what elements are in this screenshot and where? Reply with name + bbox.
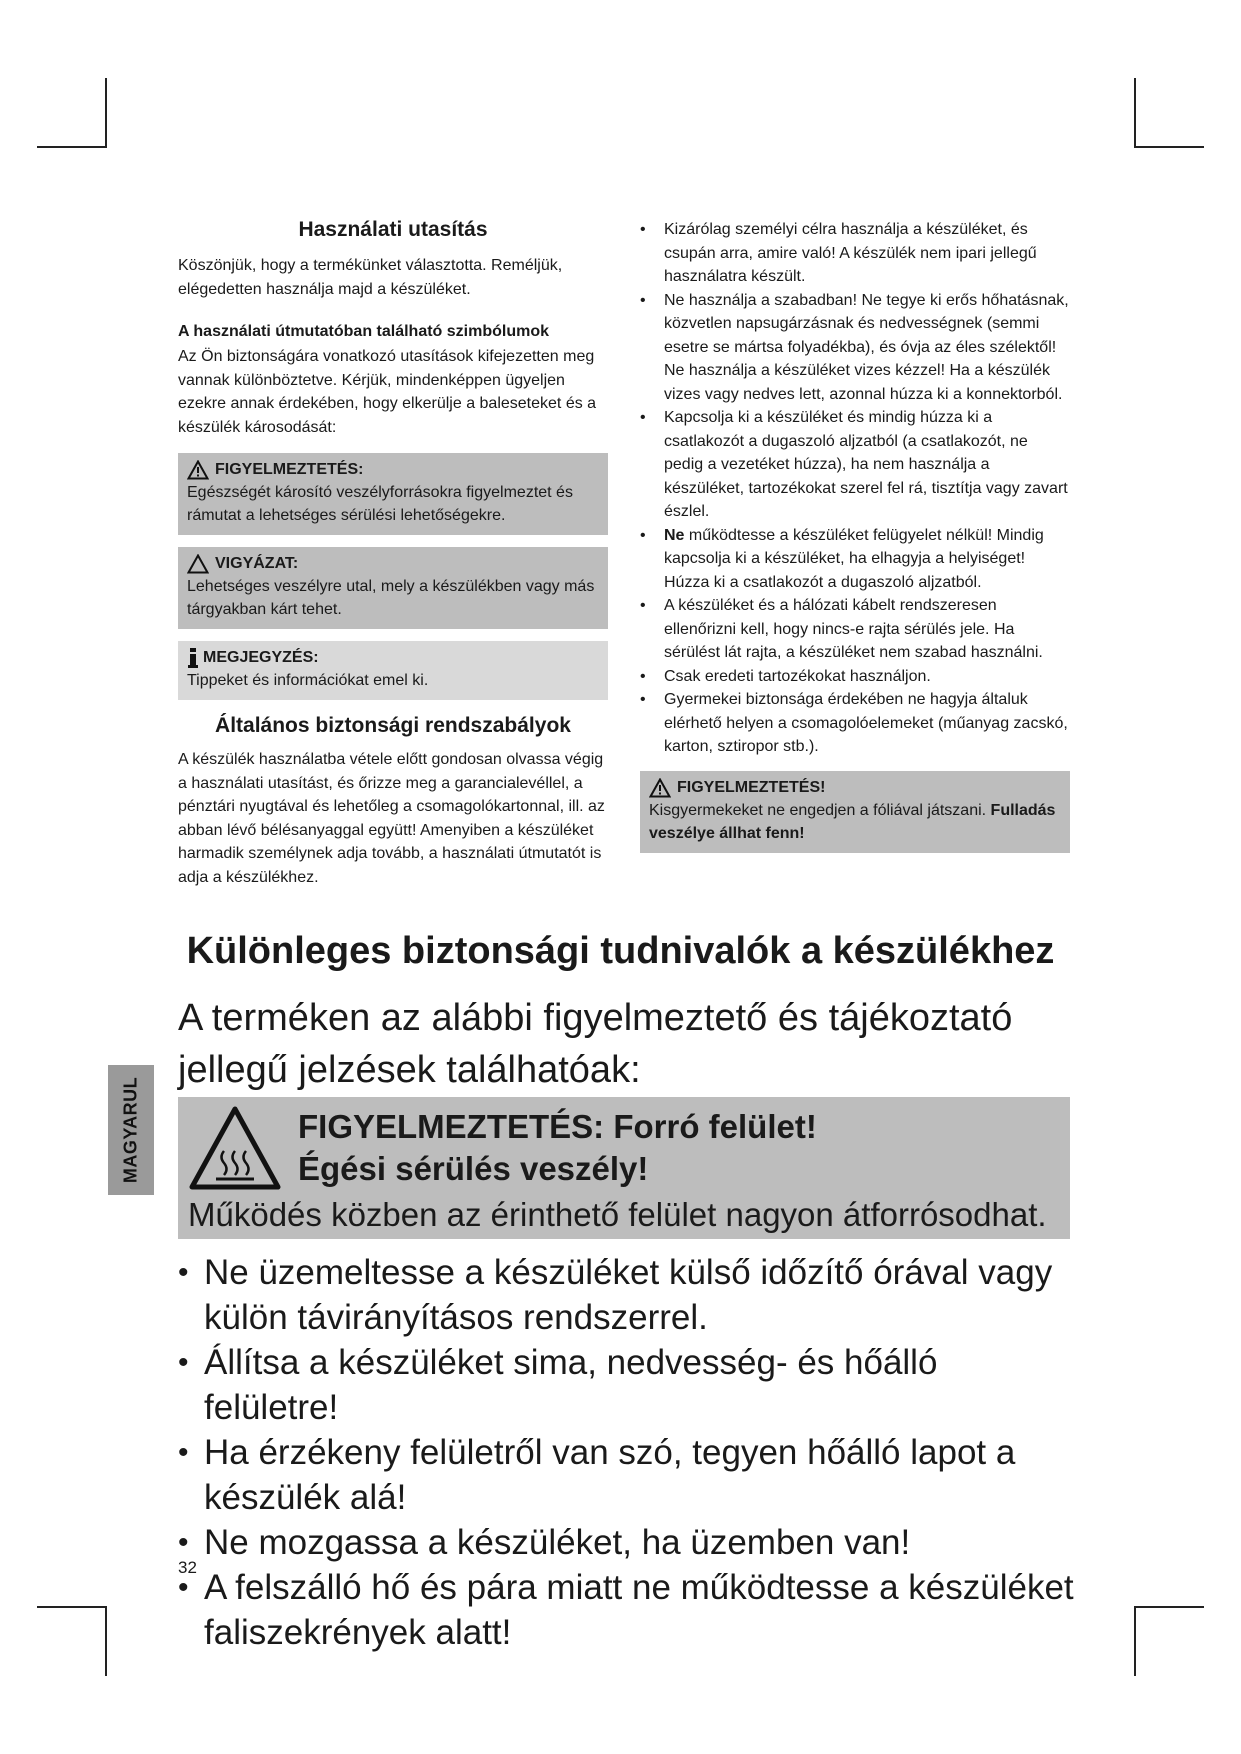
caution-title: VIGYÁZAT: <box>215 555 299 572</box>
general-safety-heading: Általános biztonsági rendszabályok <box>215 714 571 737</box>
crop-mark <box>1134 1606 1136 1676</box>
hot-surface-text: Működés közben az érinthető felület nagyon átforrósodhat. <box>188 1196 1047 1233</box>
crop-mark <box>105 78 107 148</box>
note-title: MEGJEGYZÉS: <box>203 649 319 666</box>
list-item: • Állítsa a készüléket sima, nedvesség- és hőálló felületre! <box>178 1340 1078 1430</box>
crop-mark <box>1134 78 1136 148</box>
language-tab <box>108 1065 154 1195</box>
list-item: • A felszálló hő és pára miatt ne működtesse a készüléket faliszekrények alatt! <box>178 1565 1078 1655</box>
foil-warning-box <box>640 771 1070 853</box>
list-item: • Ha érzékeny felületről van szó, tegyen hőálló lapot a készülék alá! <box>178 1430 1078 1520</box>
warning-triangle-icon <box>649 778 671 798</box>
crop-mark <box>37 1606 107 1608</box>
list-item: • Ne mozgassa a készüléket, ha üzemben van! <box>178 1520 1078 1565</box>
page-title: Használati utasítás <box>298 218 488 241</box>
crop-mark <box>1134 146 1204 148</box>
crop-mark <box>105 1606 107 1676</box>
hot-surface-icon <box>188 1105 282 1191</box>
warning-box <box>178 453 608 535</box>
symbols-text: Az Ön biztonságára vonatkozó utasítások kifejezetten meg vannak különböztetve. Kérjük, mindenképpen ügyeljen ezekre annak érdekében, hogy elkerülje a baleseteket és a készülék károsodását: <box>178 348 597 436</box>
warning-triangle-icon <box>187 460 209 480</box>
caution-box <box>178 547 608 629</box>
note-text: Tippeket és információkat emel ki. <box>187 672 429 689</box>
list-item: • Csak eredeti tartozékokat használjon. <box>640 665 1070 689</box>
list-item: • Gyermekei biztonsága érdekében ne hagyja általuk elérhető helyen a csomagolóelemeket (műanyag zacskó, karton, sztiropor stb.). <box>640 688 1070 759</box>
foil-warning-text: Kisgyermekeket ne engedjen a fóliával játszani. <box>649 801 987 819</box>
crop-mark <box>37 146 107 148</box>
list-item <box>640 524 1070 595</box>
list-item: • Ne használja a szabadban! Ne tegye ki erős hőhatásnak, közvetlen napsugárzásnak és nedvességnek (semmi esetre se mártsa folyadékba), és óvja az éles szélektől! Ne használja a készüléket vizes kézzel! Ha a készülék vizes vagy nedves lett, azonnal húzza ki a konnektorból. <box>640 289 1070 407</box>
left-column <box>178 218 608 889</box>
special-intro: A terméken az alábbi figyelmeztető és tájékoztató jellegű jelzések találhatóak: <box>178 997 1013 1091</box>
page-number: 32 <box>178 1558 197 1577</box>
note-box <box>178 641 608 700</box>
crop-mark <box>1134 1606 1204 1608</box>
foil-warning-bold: Fulladás veszélye állhat fenn! <box>649 801 1056 842</box>
general-safety-text: A készülék használatba vétele előtt gondosan olvassa végig a használati utasítást, és őrizze meg a garancialevéllel, a pénztári nyugtával és lehetőleg a csomagolókartonnal, ill. az abban lévő bélésanyaggal együtt! Amenyiben a készüléket harmadik személynek adja tovább, a használati útmutatót is adja a készülékhez. <box>178 751 605 886</box>
hot-surface-title: FIGYELMEZTETÉS: Forró felület! <box>298 1108 817 1145</box>
list-item: • Kizárólag személyi célra használja a készüléket, és csupán arra, amire való! A készülék nem ipari jellegű használatra készült. <box>640 218 1070 289</box>
list-item: • Ne üzemeltesse a készüléket külső időzítő órával vagy külön távirányításos rendszerrel. <box>178 1250 1078 1340</box>
special-heading: Különleges biztonsági tudnivalók a készülékhez <box>186 930 1055 972</box>
language-tab-label: MAGYARUL <box>120 1076 141 1184</box>
right-column <box>640 218 1070 853</box>
warning-title: FIGYELMEZTETÉS: <box>215 461 364 478</box>
info-icon <box>187 648 199 668</box>
list-item: • A készüléket és a hálózati kábelt rendszeresen ellenőrizni kell, hogy nincs-e rajta sérülés jele. Ha sérülést lát rajta, a készüléket nem szabad használni. <box>640 594 1070 665</box>
caution-text: Lehetséges veszélyre utal, mely a készülékben vagy más tárgyakban kárt tehet. <box>187 578 595 618</box>
safety-bullet-list <box>640 218 1070 759</box>
caution-triangle-icon <box>187 554 209 574</box>
hot-surface-warning <box>178 1097 1070 1239</box>
list-item: • Kapcsolja ki a készüléket és mindig húzza ki a csatlakozót a dugaszoló aljzatból (a csatlakozót, ne pedig a vezetéket húzza), ha nem használja a készüléket, tartozékokat szerel fel rá, tisztítja vagy zavart észlel. <box>640 406 1070 524</box>
list-item-text: működtesse a készüléket felügyelet nélkül! Mindig kapcsolja ki a készüléket, ha elhagyja a helyiséget! Húzza ki a csatlakozót a dugaszoló aljzatból. <box>664 526 1044 591</box>
symbols-heading: A használati útmutatóban található szimbólumok <box>178 323 549 340</box>
foil-warning-title: FIGYELMEZTETÉS! <box>677 778 826 796</box>
burn-danger-text: Égési sérülés veszély! <box>298 1150 649 1187</box>
special-bullet-list <box>178 1250 1078 1655</box>
bold-word: Ne <box>664 526 685 544</box>
intro-text: Köszönjük, hogy a termékünket választotta. Reméljük, elégedetten használja majd a készüléket. <box>178 257 563 298</box>
warning-text: Egészségét károsító veszélyforrásokra figyelmeztet és rámutat a lehetséges sérülési lehetőségekre. <box>187 484 573 524</box>
